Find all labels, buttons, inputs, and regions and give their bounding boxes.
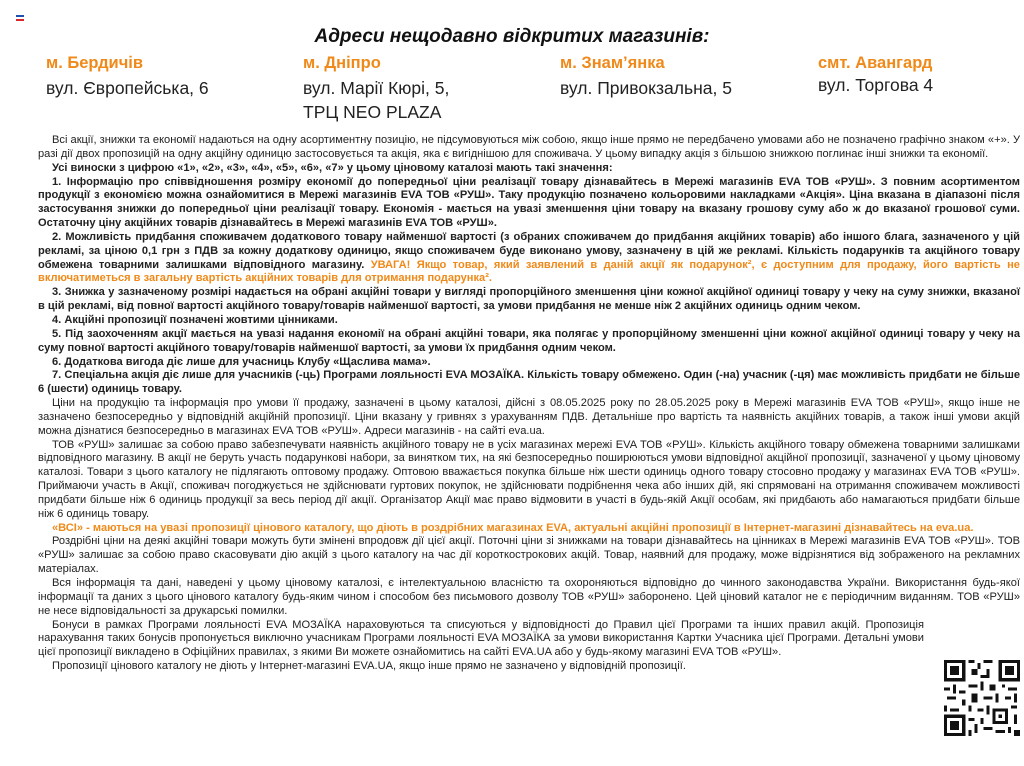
footnote-3: 3. Знижка у зазначеному розмірі надається на обрані акційні товари у вигляді пропорційного зменшення ціни кожної акційної одиниці товару у чеку на суму знижки, вказаної в цій рекламі, від повної вартості акційного товару/товарів найменшої вартості, за умови придбання не менше ніж 2 акційних одиниць одним чеком. [38, 286, 1020, 313]
footnotes-intro: Усі виноски з цифрою «1», «2», «3», «4», «5», «6», «7» у цьому ціновому каталозі мають такі значення: [52, 161, 613, 174]
footnote-6: 6. Додаткова вигода діє лише для учасниць Клубу «Щаслива мама». [52, 355, 431, 368]
footnote-2-text: 2. Можливість придбання споживачем додаткового товару найменшої вартості (з обраних споживачем до придбання акційних товарів) або іншого блага, зазначеного у цій рекламі, за ціною 0,1 грн з ПДВ за кожну додаткову одиницю, якщо споживачем буде виконано умову, зазначену в цій же рекламі. Кількість подарунків та акційного товару обмежена товарними залишками відповідного магазину. [38, 230, 1020, 271]
store-avanhard [818, 54, 933, 97]
store-address: вул. Привокзальна, 5 [560, 78, 732, 98]
terms-paragraph: Всі акції, знижки та економії надаються на одну асортиментну позицію, не підсумовуються між собою, якщо інше прямо не передбачено умовами або не позначено графічно знаком «+». У разі дії двох пропозицій на одну акційну одиницю застосовується та акція, яка є вигіднішою для споживача. У цьому випадку акція з більшою знижкою поглинає інші знижки та економії. [38, 134, 1020, 160]
store-address: вул. Марії Кюрі, 5, [303, 78, 450, 98]
footer-block [38, 619, 1020, 674]
store-address-mall: ТРЦ NEO PLAZA [303, 102, 442, 122]
footnote-2 [38, 231, 1020, 286]
terms-paragraph: Роздрібні ціни на деякі акційні товари можуть бути змінені впродовж дії цієї акції. Поточні ціни зі знижками на товари дізнавайтесь на цінниках в Мережі магазинів EVA ТОВ «РУШ». ТОВ «РУШ» залишає за собою право скасовувати дію акцій з цього каталогу на час дії короткострокових акцій. Товар, наявний для продажу, може відрізнятися від зображеного на рекламних матеріалах. [38, 535, 1020, 576]
store-city: м. Знам’янка [560, 54, 665, 72]
store-address: вул. Торгова 4 [818, 75, 934, 95]
store-znamianka [560, 54, 732, 100]
footnote-2-warning: УВАГА! Якщо товар, який заявлений в даній акції як подарунок², є доступним для продажу, його вартість не включатиметься в загальну вартість акційних товарів для отримання подарунка². [38, 258, 1020, 285]
terms-paragraph: Ціни на продукцію та інформація про умови її продажу, зазначені в цьому каталозі, дійсні з 08.05.2025 року по 28.05.2025 року в Мережі магазинів EVA ТОВ «РУШ», якщо інше не зазначено безпосередньо у відповідній акційній пропозиції. Ціни вказану у гривнях з урахуванням ПДВ. Детальніше про вартість та наявність акційних товарів, а також інші умови акцій можна дізнатися безпосередньо в магазинах EVA ТОВ «РУШ». Адреси магазинів - на сайті eva.ua. [38, 397, 1020, 437]
footnote-7: 7. Спеціальна акція діє лише для учасників (-ць) Програми лояльності EVA МОЗАЇКА. Кількість товару обмежено. Один (-на) учасник (-ця) має можливість придбати не більше 6 (шести) одиниць товару. [38, 369, 1020, 396]
footnote-1: 1. Інформацію про співвідношення розміру економії до попередньої ціни реалізації товару дізнавайтесь в Мережі магазинів EVA ТОВ «РУШ». З повним асортиментом продукції з економією можна ознайомитися в Мережі магазинів EVA ТОВ «РУШ». Таку продукцію позначено кольоровими накладками «Акція». Ціна вказана в діапазоні після застосування знижки до попередньої ціни реалізації товару. Економія - мається на увазі зменшення ціни товару на вказану грошову суму або ж до вказаної грошової суми. Остаточну ціну акційних товарів дізнавайтесь в Мережі магазинів EVA ТОВ «РУШ». [38, 175, 1020, 230]
page-title: Адреси нещодавно відкритих магазинів: [314, 26, 710, 47]
terms-paragraph: Вся інформація та дані, наведені у цьому ціновому каталозі, є інтелектуальною власністю та охороняються відповідно до чинного законодавства України. Використання будь-якої інформації та даних з цього цінового каталогу будь-яким чином і способом без письмового дозволу ТОВ «РУШ» заборонено. Цей ціновий каталог не є періодичним виданням. ТОВ «РУШ» не несе відповідальності за друкарські помилки. [38, 577, 1020, 617]
footnote-5: 5. Під заохоченням акції мається на увазі надання економії на обрані акційні товари, яка полягає у пропорційному зменшенні ціни кожної акційної одиниці товару у чеку на суму повної вартості акційного товару/товарів найменшої вартості, за умови їх придбання одним чеком. [38, 327, 1020, 354]
store-dnipro [303, 54, 449, 124]
footnote-4: 4. Акційні пропозиції позначені жовтими цінниками. [52, 313, 338, 326]
store-city: м. Бердичів [46, 54, 144, 72]
ukraine-flag-icon [16, 15, 24, 21]
terms-paragraph: ТОВ «РУШ» залишає за собою право забезпечувати наявність акційного товару не в усіх магазинах мережі EVA ТОВ «РУШ». Кількість акційного товару обмежена товарними залишками відповідного магазину. В акції не беруть участь подарункові набори, за винятком тих, на які безпосередньо поширюються умови відповідної акційної пропозиції, зазначеної у цьому ціновому каталозі. Товари з цього каталогу не підлягають оптовому продажу. Оптовою вважається покупка більше ніж шести одиниць одного товару стосовно продажу у магазинах EVA ТОВ «РУШ». Приймаючи участь в Акції, споживач погоджується не здійснювати гуртових покупок, не здійснювати подрібнення чека або інших дій, які спрямовані на отримання споживачем можливості придбати більше ніж 6 одиниць продукції за весь період дії акції. Організатор Акції має право відмовити в участі в будь-якій Акції особам, які придбають або намагаються придбати більше ніж 6 одиниць товару. [38, 438, 1020, 520]
store-city: м. Дніпро [303, 54, 381, 72]
store-city: смт. Авангард [818, 54, 933, 72]
terms-body [38, 134, 1020, 674]
terms-paragraph: Бонуси в рамках Програми лояльності EVA МОЗАЇКА нараховуються та списуються у відповідності до Правил цієї Програми та інших правил акцій. Пропозиція нарахування таких бонусів пропонується виключно учасникам Програми лояльності EVA МОЗАЇКА за умови використання Картки Учасника цієї Програми. Детальні умови цієї пропозиції викладено в Офіційних правилах, з якими Ви можете ознайомитись на сайті EVA.UA або у будь-якому магазині EVA ТОВ «РУШ». [38, 618, 924, 659]
store-address: вул. Європейська, 6 [46, 78, 209, 98]
online-store-note: «ВСІ» - маються на увазі пропозиції цінового каталогу, що діють в роздрібних магазинах EVA, актуальні акційні пропозиції в Інтернет-магазині дізнавайтесь на eva.ua. [52, 521, 974, 534]
terms-paragraph: Пропозиції цінового каталогу не діють у Інтернет-магазині EVA.UA, якщо інше прямо не зазначено у відповідній пропозиції. [52, 660, 686, 673]
qr-code-icon[interactable] [944, 660, 1020, 736]
store-berdychiv [46, 54, 209, 100]
